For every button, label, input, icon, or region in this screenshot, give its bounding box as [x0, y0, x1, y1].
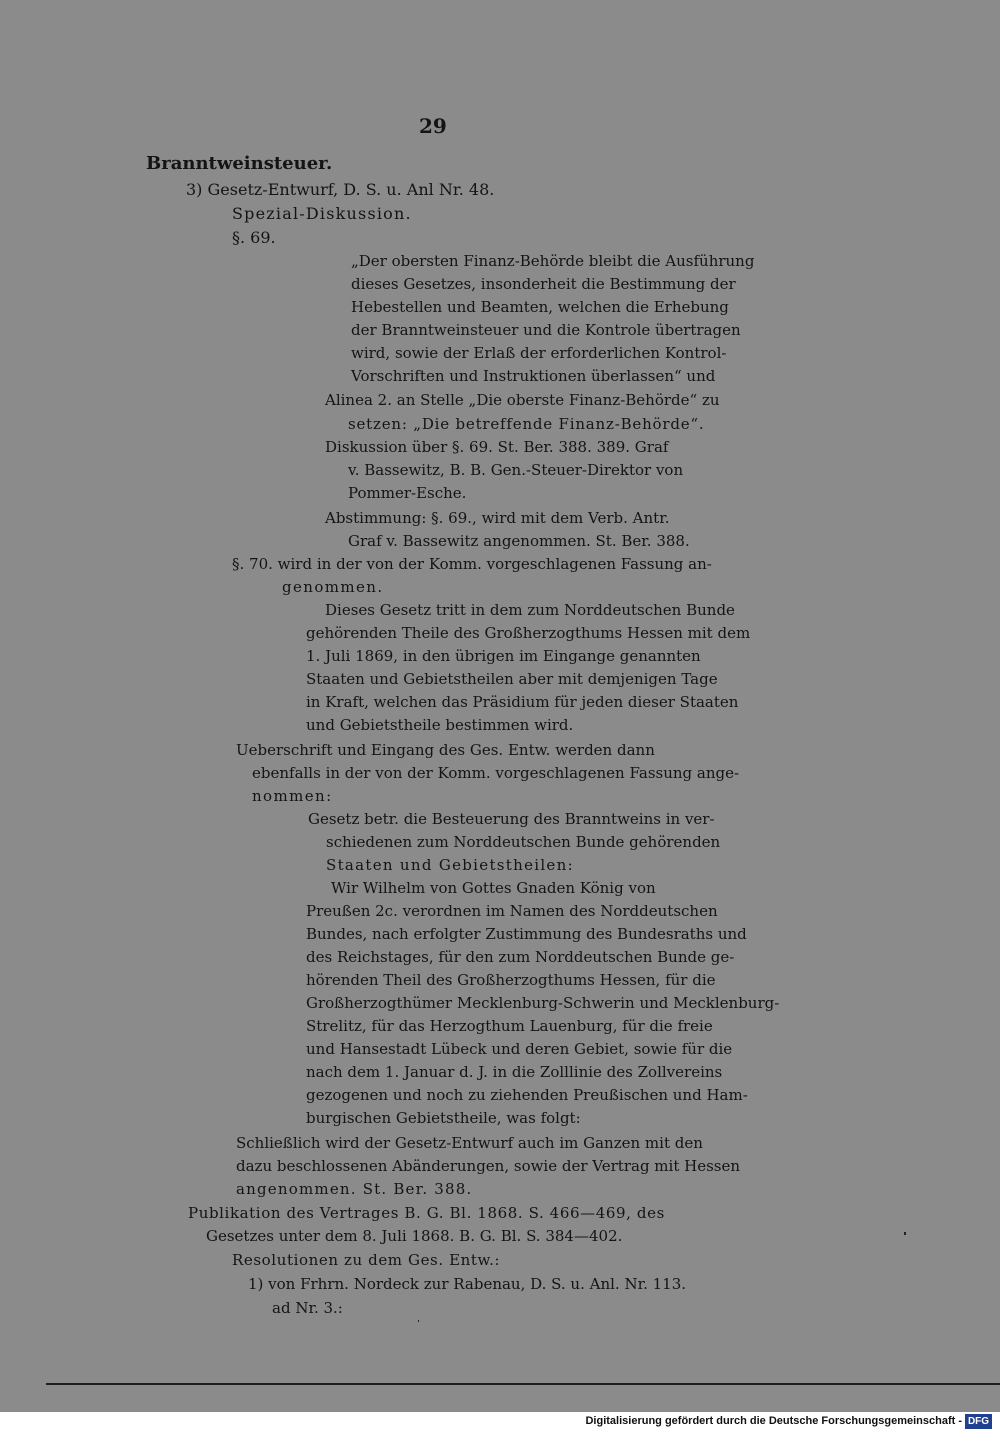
text-line: der Branntweinsteuer und die Kontrole übertragen [351, 321, 741, 339]
text-line: Graf v. Bassewitz angenommen. St. Ber. 388. [348, 532, 690, 550]
text-line: Publikation des Vertrages B. G. Bl. 1868. S. 466—469, des [188, 1204, 665, 1222]
page-number: 29 [419, 114, 447, 138]
text-line: Strelitz, für das Herzogthum Lauenburg, für die freie [306, 1017, 713, 1035]
text-line: schiedenen zum Norddeutschen Bunde gehörenden [326, 833, 721, 851]
text-line: Resolutionen zu dem Ges. Entw.: [232, 1251, 501, 1269]
footer-credit: Digitalisierung gefördert durch die Deutsche Forschungsgemeinschaft - [585, 1415, 962, 1427]
text-line: burgischen Gebietstheile, was folgt: [306, 1109, 581, 1127]
text-line: gezogenen und noch zu ziehenden Preußischen und Ham- [306, 1086, 748, 1104]
text-line: ebenfalls in der von der Komm. vorgeschlagenen Fassung ange- [252, 764, 740, 782]
text-line: dieses Gesetzes, insonderheit die Bestimmung der [351, 275, 736, 293]
text-line: Dieses Gesetz tritt in dem zum Norddeutschen Bunde [325, 601, 735, 619]
section-heading: Branntweinsteuer. [146, 153, 333, 174]
text-line: Wir Wilhelm von Gottes Gnaden König von [331, 879, 656, 897]
text-line: genommen. [282, 578, 384, 596]
text-line: Pommer-Esche. [348, 484, 467, 502]
text-line: wird, sowie der Erlaß der erforderlichen Kontrol- [351, 344, 727, 362]
text-line: Alinea 2. an Stelle „Die oberste Finanz-Behörde“ zu [325, 391, 720, 409]
text-line: Staaten und Gebietstheilen aber mit demjenigen Tage [306, 670, 718, 688]
text-line: Preußen 2c. verordnen im Namen des Norddeutschen [306, 902, 718, 920]
text-line: Bundes, nach erfolgter Zustimmung des Bundesraths und [306, 925, 747, 943]
text-line: Abstimmung: §. 69., wird mit dem Verb. Antr. [325, 509, 670, 527]
text-line: 1) von Frhrn. Nordeck zur Rabenau, D. S. u. Anl. Nr. 113. [248, 1275, 687, 1293]
page-bottom-rule [46, 1383, 1000, 1385]
text-line: hörenden Theil des Großherzogthums Hessen, für die [306, 971, 716, 989]
text-line: nach dem 1. Januar d. J. in die Zolllinie des Zollvereins [306, 1063, 723, 1081]
footer-bar [0, 1412, 1000, 1432]
text-line: §. 70. wird in der von der Komm. vorgeschlagenen Fassung an- [232, 555, 712, 573]
text-line: 3) Gesetz-Entwurf, D. S. u. Anl Nr. 48. [186, 180, 495, 199]
text-line: Hebestellen und Beamten, welchen die Erhebung [351, 298, 729, 316]
text-line: Spezial-Diskussion. [232, 204, 412, 223]
text-line: ad Nr. 3.: [272, 1299, 343, 1317]
scan-speck [418, 1320, 419, 1322]
text-line: §. 69. [232, 228, 276, 247]
text-line: Gesetz betr. die Besteuerung des Branntweins in ver- [308, 810, 715, 828]
scan-speck [904, 1232, 906, 1235]
text-line: 1. Juli 1869, in den übrigen im Eingange genannten [306, 647, 701, 665]
text-line: Ueberschrift und Eingang des Ges. Entw. werden dann [236, 741, 655, 759]
dfg-logo: DFG [965, 1414, 992, 1429]
text-line: Diskussion über §. 69. St. Ber. 388. 389. Graf [325, 438, 669, 456]
text-line: des Reichstages, für den zum Norddeutschen Bunde ge- [306, 948, 735, 966]
text-line: „Der obersten Finanz-Behörde bleibt die Ausführung [351, 252, 755, 270]
text-line: Staaten und Gebietstheilen: [326, 856, 574, 874]
text-line: nommen: [252, 787, 333, 805]
text-line: Vorschriften und Instruktionen überlassen“ und [351, 367, 716, 385]
text-line: Schließlich wird der Gesetz-Entwurf auch im Ganzen mit den [236, 1134, 703, 1152]
text-line: gehörenden Theile des Großherzogthums Hessen mit dem [306, 624, 751, 642]
text-line: und Gebietstheile bestimmen wird. [306, 716, 574, 734]
text-line: in Kraft, welchen das Präsidium für jeden dieser Staaten [306, 693, 739, 711]
text-line: v. Bassewitz, B. B. Gen.-Steuer-Direktor von [348, 461, 684, 479]
text-line: dazu beschlossenen Abänderungen, sowie der Vertrag mit Hessen [236, 1157, 741, 1175]
text-line: Gesetzes unter dem 8. Juli 1868. B. G. Bl. S. 384—402. [206, 1227, 623, 1245]
text-line: angenommen. St. Ber. 388. [236, 1180, 473, 1198]
text-line: setzen: „Die betreffende Finanz-Behörde“. [348, 415, 705, 433]
text-line: und Hansestadt Lübeck und deren Gebiet, sowie für die [306, 1040, 733, 1058]
text-line: Großherzogthümer Mecklenburg-Schwerin und Mecklenburg- [306, 994, 780, 1012]
